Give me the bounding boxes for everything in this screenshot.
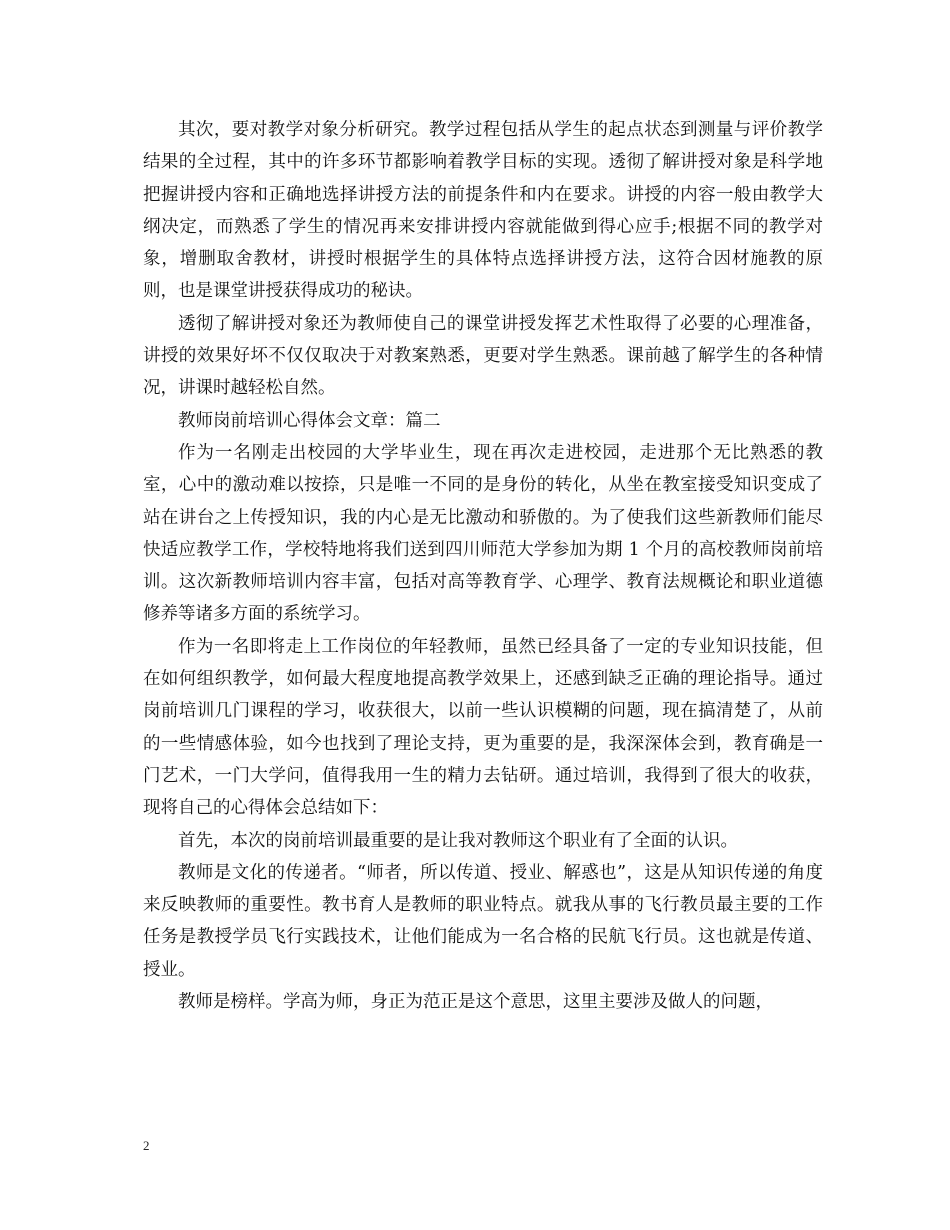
paragraph-5: 首先，本次的岗前培训最重要的是让我对教师这个职业有了全面的认识。 bbox=[178, 830, 738, 851]
paragraph-7: 教师是榜样。学高为师，身正为范正是这个意思，这里主要涉及做人的问题， bbox=[178, 992, 773, 1013]
page-number: 2 bbox=[143, 1138, 150, 1153]
section-heading: 教师岗前培训心得体会文章：篇二 bbox=[178, 410, 441, 431]
paragraph-1: 其次，要对教学对象分析研究。教学过程包括从学生的起点状态到测量与评价教学结果的全过程，其中的许多环节都影响着教学目标的实现。透彻了解讲授对象是科学地把握讲授内容和正确地选择讲授方法的前提条件和内在要求。讲授的内容一般由教学大纲决定，而熟悉了学生的情况再来安排讲授内容就能做到得心应手;根据不同的教学对象，增删取舍教材，讲授时根据学生的具体特点选择讲授方法，这符合因材施教的原则，也是课堂讲授获得成功的秘诀。 bbox=[143, 120, 823, 302]
paragraph-6: 教师是文化的传递者。“师者，所以传道、授业、解惑也”，这是从知识传递的角度来反映教师的重要性。教书育人是教师的职业特点。就我从事的飞行教员最主要的工作任务是教授学员飞行实践技术，让他们能成为一名合格的民航飞行员。这也就是传道、授业。 bbox=[143, 862, 823, 980]
paragraph-2: 透彻了解讲授对象还为教师使自己的课堂讲授发挥艺术性取得了必要的心理准备，讲授的效果好坏不仅仅取决于对教案熟悉，更要对学生熟悉。课前越了解学生的各种情况，讲课时越轻松自然。 bbox=[143, 313, 823, 399]
paragraph-3: 作为一名刚走出校园的大学毕业生，现在再次走进校园，走进那个无比熟悉的教室，心中的激动难以按捺，只是唯一不同的是身份的转化，从坐在教室接受知识变成了站在讲台之上传授知识，我的内心是无比激动和骄傲的。为了使我们这些新教师们能尽快适应教学工作，学校特地将我们送到四川师范大学参加为期 1 个月的高校教师岗前培训。这次新教师培训内容丰富，包括对高等教育学、心理学、教育法规概论和职业道德修养等诸多方面的系统学习。 bbox=[143, 442, 823, 625]
document-body bbox=[143, 114, 823, 1018]
paragraph-4: 作为一名即将走上工作岗位的年轻教师，虽然已经具备了一定的专业知识技能，但在如何组织教学，如何最大程度地提高教学效果上，还感到缺乏正确的理论指导。通过岗前培训几门课程的学习，收获很大，以前一些认识模糊的问题，现在搞清楚了，从前的一些情感体验，如今也找到了理论支持，更为重要的是，我深深体会到，教育确是一门艺术，一门大学问，值得我用一生的精力去钻研。通过培训，我得到了很大的收获，现将自己的心得体会总结如下： bbox=[143, 636, 823, 819]
